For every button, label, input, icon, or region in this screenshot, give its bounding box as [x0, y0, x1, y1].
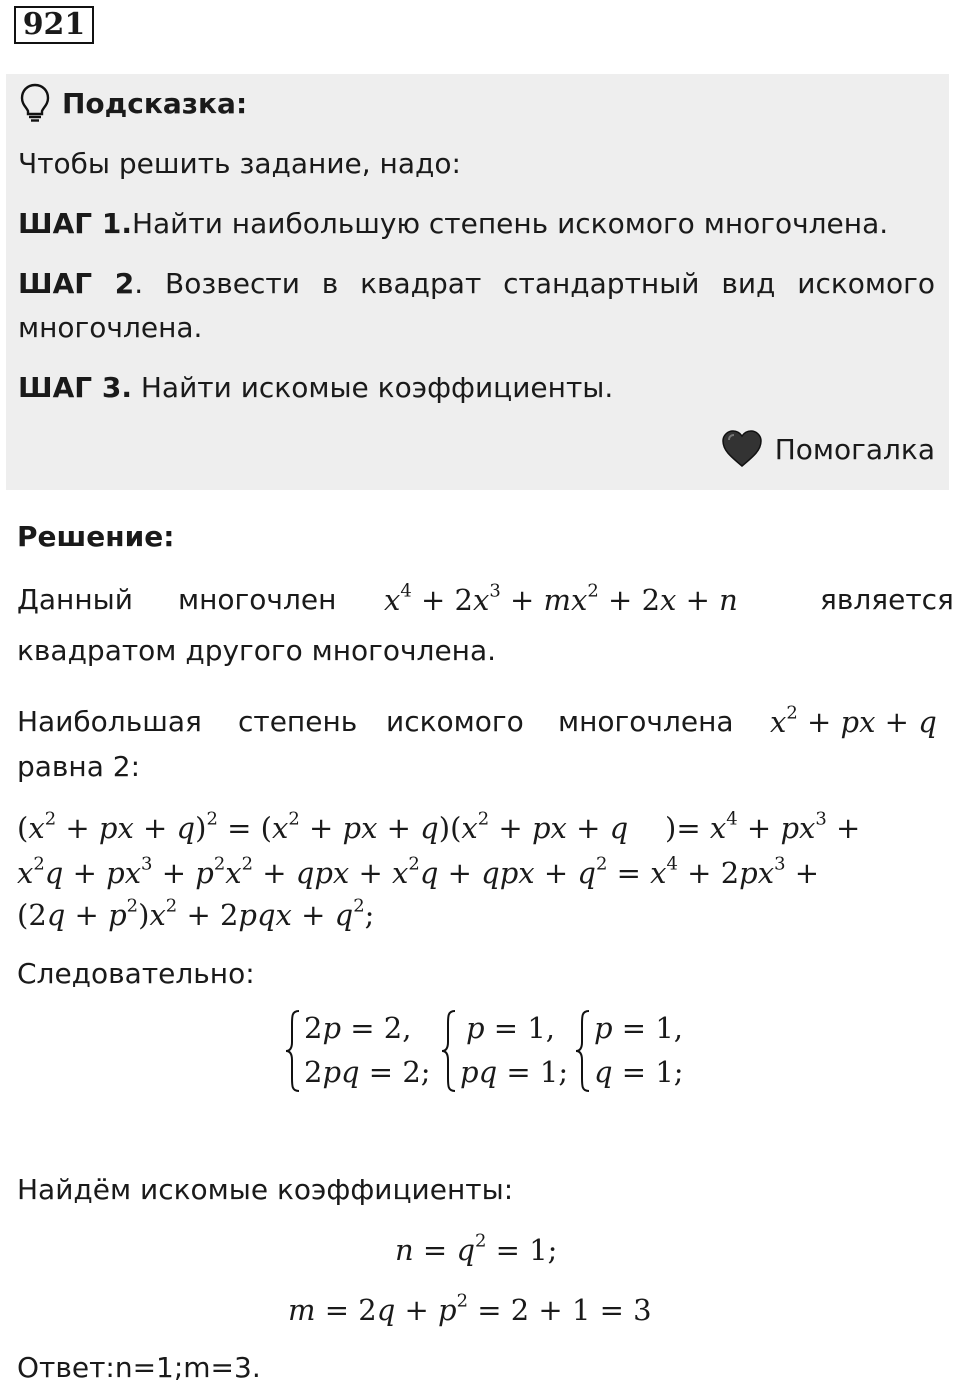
- p1-line-2: квадратом другого многочлена.: [17, 634, 497, 667]
- expansion-line-2: $x^2q + px^3 + p^2x^2$ + qpx + $x^2q$ + qpx + $q^2 = x^4 + 2px^3$ +: [17, 853, 820, 890]
- p2-line-2: равна 2:: [17, 750, 141, 783]
- step-3-label: ШАГ 3.: [18, 371, 132, 404]
- m-equation: $m = 2q + p^2 = 2 + 1 = 3$: [288, 1290, 652, 1327]
- hint-intro: Чтобы решить задание, надо:: [18, 147, 461, 180]
- p2-word-3: искомого: [386, 705, 524, 738]
- step-1-text: Найти наибольшую степень искомого многочлена.: [131, 207, 889, 240]
- step-3-text: Найти искомые коэффициенты.: [131, 371, 614, 404]
- helper-label: Помогалка: [774, 432, 935, 466]
- n-equation: $n = q^2 = 1$;: [395, 1230, 558, 1267]
- system-3-eq-2: q = 1;: [594, 1055, 684, 1089]
- therefore-text: Следовательно:: [17, 957, 255, 990]
- system-1-eq-1: 2p = 2,: [304, 1011, 412, 1045]
- hint-title: [20, 84, 247, 122]
- system-1-eq-2: 2pq = 2;: [304, 1055, 431, 1089]
- answer-text: Ответ:n=1;m=3.: [17, 1351, 261, 1384]
- task-number: 921: [14, 6, 94, 44]
- step-2-label: ШАГ 2: [18, 267, 135, 300]
- step-2-line-2: многочлена.: [18, 311, 203, 344]
- polynomial: $x^4 + 2x^3 + mx^2 + 2x + n$: [384, 580, 738, 617]
- lightbulb-icon: [20, 83, 50, 123]
- p1-word-1: Данный: [17, 583, 133, 616]
- brace-3: [574, 1008, 592, 1094]
- step-2-text: . Возвести в квадрат стандартный вид искомого: [134, 267, 935, 300]
- system-1: [284, 1006, 444, 1096]
- heart-icon: [721, 430, 763, 468]
- helper-link[interactable]: [721, 430, 935, 468]
- brace-1: [284, 1008, 302, 1094]
- p1-word-3: является: [820, 583, 954, 616]
- system-3-eq-1: p = 1,: [594, 1011, 683, 1045]
- p2-word-1: Наибольшая: [17, 705, 202, 738]
- hint-step-1: [18, 202, 888, 246]
- step-2-line-1: [18, 262, 935, 306]
- sought-polynomial: $x^2$ + px + q: [770, 702, 937, 739]
- expansion-line-3: $(2q + p^2)x^2 + 2pqx + q^2$;: [17, 895, 375, 932]
- hint-box: [6, 74, 949, 490]
- solution-title: Решение:: [17, 520, 175, 553]
- p2-word-4: многочлена: [558, 705, 734, 738]
- system-3: [574, 1006, 704, 1096]
- find-text: Найдём искомые коэффициенты:: [17, 1173, 514, 1206]
- hint-title-text: Подсказка:: [62, 86, 248, 120]
- p1-word-2: многочлен: [178, 583, 337, 616]
- system-2-eq-2: pq = 1;: [460, 1055, 569, 1089]
- p2-word-2: степень: [238, 705, 358, 738]
- system-2: [440, 1006, 580, 1096]
- hint-step-3: [18, 366, 613, 410]
- hint-step-2: [18, 262, 935, 350]
- brace-2: [440, 1008, 458, 1094]
- step-1-label: ШАГ 1.: [18, 207, 132, 240]
- expansion-line-1: ($x^2$ + px + $q)^2 = (x^2$ + px + $q)(x^2$ + px + q )= $x^4 + px^3$ +: [17, 808, 861, 845]
- system-2-eq-1: p = 1,: [466, 1011, 555, 1045]
